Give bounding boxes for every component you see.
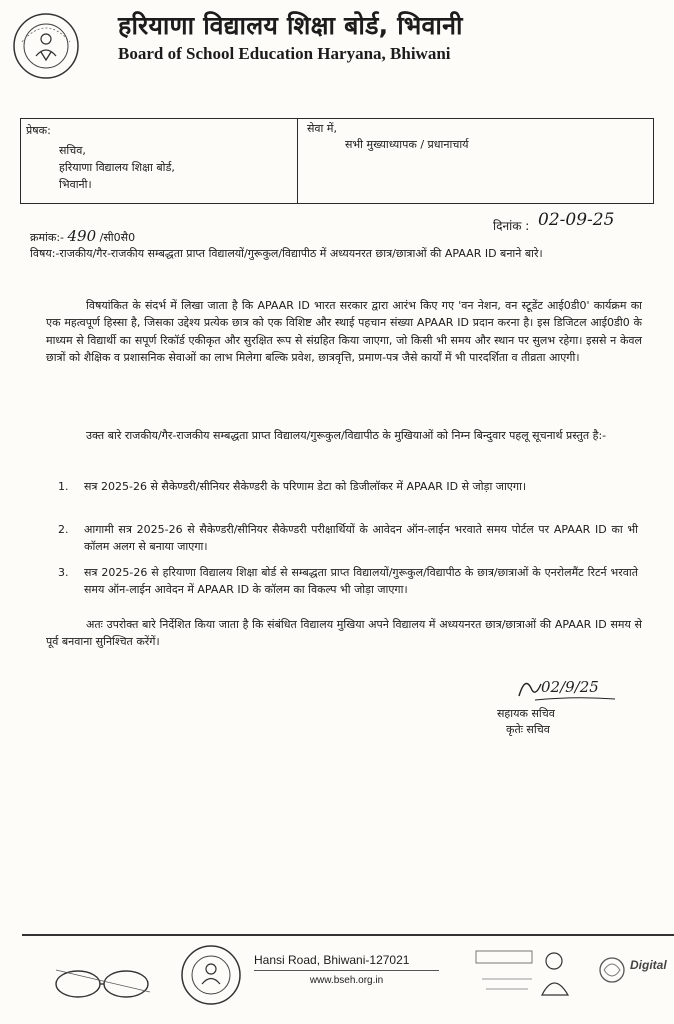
- from-line: सचिव,: [59, 144, 86, 157]
- subject-line: विषय:-राजकीय/गैर-राजकीय सम्बद्धता प्राप्त विद्यालयों/गुरूकुल/विद्यापीठ में अध्ययनरत छात्र/छात्राओं की APAAR ID बनाने बारे।: [30, 247, 543, 260]
- list-item: [58, 564, 638, 599]
- reference-label: क्रमांक:-: [30, 231, 64, 244]
- board-footer-logo: [180, 944, 242, 1006]
- list-item-text: आगामी सत्र 2025-26 से सैकेण्डरी/सीनियर सैकेण्डरी परीक्षार्थियों के आवेदन ऑन-लाईन भरवाते समय पोर्टल पर APAAR ID का भी कॉलम अलग से बनाया जाएगा।: [84, 523, 638, 554]
- date-value: 02-09-25: [538, 210, 615, 230]
- footer-address-underline: [254, 970, 439, 971]
- list-item-text: सत्र 2025-26 से सैकेण्डरी/सीनियर सैकेण्डरी के परिणाम डेटा को डिजीलॉकर में APAAR ID से जोड़ा जाएगा।: [84, 480, 527, 493]
- signature-date: 02/9/25: [541, 678, 599, 696]
- from-label: प्रेषक:: [26, 124, 51, 137]
- from-line: हरियाणा विद्यालय शिक्षा बोर्ड,: [59, 161, 175, 174]
- body-paragraph: विषयांकित के संदर्भ में लिखा जाता है कि APAAR ID भारत सरकार द्वारा आरंभ किए गए 'वन नेशन, वन स्टूडेंट आई0डी0' कार्यक्रम का एक महत्वपूर्ण हिस्सा है, जिसका उद्देश्य प्रत्येक छात्र को एक विशिष्ट और स्थाई पहचान संख्या APAAR ID प्रदान करना है। इस डिजिटल आई0डी0 के माध्यम से विद्यार्थी का सपूर्ण रिकॉर्ड एकीकृत और सुरक्षित रूप से संग्रहित किया जाएगा, जो किसी भी समय और स्थान पर सुलभ रहेगा। इससे न केवल छात्रों को शैक्षिक व प्रशासनिक सेवाओं का लाभ मिलेगा बल्कि प्रवेश, छात्रवृत्ति, प्रमाण-पत्र जैसे कार्यों में भी पारदर्शिता व तीव्रता आएगी।: [46, 299, 642, 364]
- sender-receiver-box: [20, 118, 654, 204]
- org-name-hindi: हरियाणा विद्यालय शिक्षा बोर्ड, भिवानी: [118, 11, 463, 40]
- board-seal-logo: [12, 12, 80, 80]
- reference-suffix: /सी0सै0: [99, 231, 136, 244]
- list-item-text: सत्र 2025-26 से हरियाणा विद्यालय शिक्षा बोर्ड से सम्बद्धता प्राप्त विद्यालयों/गुरूकुल/विद्यापीठ के छात्र/छात्राओं के एनरोलमैंट रिटर्न भरवाते समय ऑन-लाईन आवेदन में APAAR ID के कॉलम का विकल्प भी जोड़ा जाएगा।: [84, 566, 638, 597]
- box-divider: [297, 119, 298, 203]
- date-label: दिनांक :: [493, 219, 530, 233]
- org-name-english: Board of School Education Haryana, Bhiwani: [118, 44, 451, 63]
- footer-website: www.bseh.org.in: [309, 975, 384, 986]
- body-paragraph: उक्त बारे राजकीय/गैर-राजकीय सम्बद्धता प्राप्त विद्यालय/गुरूकुल/विद्यापीठ के मुखियाओं को निम्न बिन्दुवार पहलू सूचनार्थ प्रस्तुत है:-: [86, 429, 607, 442]
- to-label: सेवा में,: [307, 122, 337, 135]
- reference-number: [30, 227, 135, 245]
- reference-number-value: 490: [67, 227, 97, 245]
- digital-india-label: Digital: [630, 958, 667, 972]
- signatory-designation: सहायक सचिव: [497, 707, 555, 720]
- list-item-number: 1.: [58, 480, 69, 493]
- body-paragraph: अतः उपरोक्त बारे निर्देशित किया जाता है कि संबंधित विद्यालय मुखिया अपने विद्यालय में अध्ययनरत छात्र/छात्राओं की APAAR ID समय से पूर्व बनवाना सुनिश्चित करेंगें।: [46, 618, 642, 649]
- footer-divider: [22, 934, 674, 936]
- list-item-number: 2.: [58, 523, 69, 536]
- education-campaign-graphic: [462, 945, 582, 1010]
- handwritten-signature: [515, 666, 625, 706]
- list-item-number: 3.: [58, 566, 69, 579]
- from-line: भिवानी।: [59, 178, 92, 191]
- swachh-bharat-icon: [50, 962, 165, 1002]
- to-line: सभी मुख्याध्यापक / प्रधानाचार्य: [345, 138, 469, 151]
- list-item: [58, 478, 638, 495]
- footer-address: Hansi Road, Bhiwani-127021: [254, 953, 410, 967]
- signatory-for-line: कृतेः सचिव: [506, 723, 550, 736]
- list-item: [58, 521, 638, 556]
